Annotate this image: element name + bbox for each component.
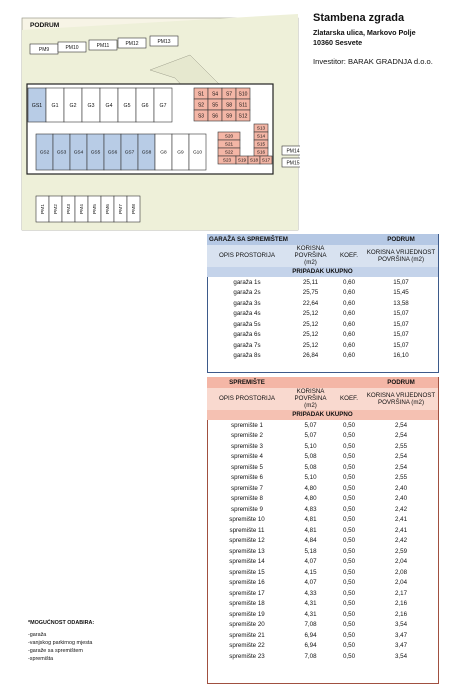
storage-s21-label: S21 [224, 141, 234, 147]
parking-pm2-label: PM2 [54, 204, 60, 214]
storage-cell-koef: 0,50 [342, 589, 356, 597]
garage-cell-koef: 0,60 [342, 278, 356, 286]
storage-table [207, 377, 438, 662]
storage-cell-koef: 0,50 [342, 526, 356, 534]
storage-row [207, 557, 438, 568]
storage-cell-koef: 0,50 [342, 621, 356, 629]
garage-g10-label: G10 [192, 150, 203, 156]
storage-cell-koef: 0,50 [342, 652, 356, 660]
garage-g3-label: G3 [87, 102, 95, 109]
storage-row [207, 525, 438, 536]
garage-g7-label: G7 [159, 102, 167, 109]
storage-s17-label: S17 [261, 157, 271, 163]
storage-s3-label: S3 [197, 113, 205, 120]
garage-col-value: KORISNA VRIJEDNOST POVRŠINA (m2) [364, 245, 438, 267]
storage-cell-value: 2,40 [394, 484, 408, 492]
storage-cell-desc: spremište 22 [229, 642, 265, 650]
storage-cell-value: 2,55 [394, 474, 408, 482]
storage-cell-area: 6,94 [304, 642, 317, 650]
notes-title: *MOGUĆNOST ODABIRA: [28, 620, 95, 626]
garage-cell-koef: 0,60 [342, 289, 356, 297]
storage-row [207, 630, 438, 641]
storage-s12-label: S12 [238, 113, 248, 120]
plan-label: PODRUM [30, 22, 60, 29]
storage-s6-label: S6 [211, 113, 219, 120]
note-item: -garaže sa spremištem [28, 648, 83, 654]
garage-gs5-label: GS5 [90, 150, 101, 156]
storage-row [207, 599, 438, 610]
garage-cell-value: 15,07 [393, 310, 409, 318]
storage-cell-desc: spremište 10 [229, 516, 265, 524]
storage-cell-area: 5,10 [304, 442, 317, 450]
storage-row [207, 504, 438, 515]
storage-cell-value: 2,08 [394, 568, 408, 576]
storage-col-area: KORISNA POVRŠINA (m2) [287, 388, 334, 410]
storage-cell-koef: 0,50 [342, 421, 356, 429]
storage-cell-desc: spremište 9 [231, 505, 263, 513]
garage-cell-desc: garaža 8s [233, 352, 261, 360]
garage-section: PRIPADAK UKUPNO [207, 267, 438, 278]
garage-col-koef: KOEF. [334, 245, 364, 267]
storage-cell-area: 4,84 [304, 537, 317, 545]
storage-cell-area: 4,83 [304, 505, 317, 513]
storage-s22-label: S22 [224, 149, 234, 155]
storage-row [207, 515, 438, 526]
storage-s23-label: S23 [222, 157, 232, 163]
storage-cell-desc: spremište 20 [229, 621, 265, 629]
storage-row [207, 494, 438, 505]
storage-cell-value: 2,41 [394, 516, 408, 524]
storage-cell-koef: 0,50 [342, 642, 356, 650]
storage-cell-area: 7,08 [304, 652, 317, 660]
storage-col-koef: KOEF. [334, 388, 364, 410]
garage-cell-area: 26,84 [302, 352, 319, 360]
storage-table-title: SPREMIŠTE [207, 377, 287, 388]
garage-g2-label: G2 [69, 102, 77, 109]
garage-row [207, 319, 438, 330]
storage-s8-label: S8 [225, 102, 233, 109]
garage-g1-label: G1 [51, 102, 59, 109]
garage-g8-label: G8 [160, 150, 167, 156]
garage-g9-label: G9 [177, 150, 184, 156]
storage-s2-label: S2 [197, 102, 205, 109]
storage-cell-desc: spremište 21 [229, 631, 265, 639]
storage-cell-desc: spremište 8 [231, 495, 263, 503]
storage-cell-area: 4,80 [304, 484, 317, 492]
garage-cell-koef: 0,60 [342, 320, 356, 328]
storage-s5-label: S5 [211, 102, 219, 109]
garage-cell-value: 15,07 [393, 278, 409, 286]
garage-row [207, 340, 438, 351]
storage-cell-area: 4,07 [304, 558, 317, 566]
storage-cell-value: 2,54 [394, 463, 408, 471]
storage-cell-koef: 0,50 [342, 453, 356, 461]
storage-cell-value: 2,54 [394, 421, 408, 429]
garage-cell-value: 15,07 [393, 341, 409, 349]
garage-g4-label: G4 [105, 102, 113, 109]
storage-cell-area: 4,31 [304, 610, 317, 618]
storage-row [207, 578, 438, 589]
storage-row [207, 588, 438, 599]
garage-cell-area: 25,75 [302, 289, 319, 297]
garage-cell-desc: garaža 7s [233, 341, 261, 349]
garage-cell-desc: garaža 5s [233, 320, 261, 328]
storage-cell-value: 2,55 [394, 442, 408, 450]
storage-cell-koef: 0,50 [342, 442, 356, 450]
garage-cell-koef: 0,60 [342, 352, 356, 360]
building-title: Stambena zgrada [313, 12, 405, 24]
storage-cell-desc: spremište 16 [229, 579, 265, 587]
storage-cell-desc: spremište 18 [229, 600, 265, 608]
storage-cell-desc: spremište 1 [231, 421, 263, 429]
storage-cell-value: 3,47 [394, 631, 408, 639]
storage-cell-value: 2,04 [394, 558, 408, 566]
storage-s13-label: S13 [256, 125, 266, 131]
storage-cell-koef: 0,50 [342, 568, 356, 576]
storage-cell-koef: 0,50 [342, 631, 356, 639]
storage-cell-koef: 0,50 [342, 610, 356, 618]
storage-cell-value: 2,54 [394, 432, 408, 440]
parking-pm12-label: PM12 [125, 40, 139, 47]
garage-g6-label: G6 [141, 102, 149, 109]
storage-cell-koef: 0,50 [342, 516, 356, 524]
storage-row [207, 441, 438, 452]
storage-s18-label: S18 [249, 157, 259, 163]
storage-cell-area: 4,81 [304, 526, 317, 534]
storage-cell-area: 4,80 [304, 495, 317, 503]
garage-cell-desc: garaža 2s [233, 289, 261, 297]
storage-cell-desc: spremište 11 [229, 526, 265, 534]
garage-cell-area: 25,11 [302, 278, 319, 286]
storage-cell-koef: 0,50 [342, 474, 356, 482]
storage-row [207, 431, 438, 442]
storage-s11-label: S11 [238, 102, 248, 109]
storage-cell-area: 5,07 [304, 432, 317, 440]
storage-cell-koef: 0,50 [342, 463, 356, 471]
garage-gs3-label: GS3 [56, 150, 67, 156]
storage-row [207, 420, 438, 431]
address-line-1: Zlatarska ulica, Markovo Polje [313, 28, 416, 37]
parking-pm11-label: PM11 [96, 42, 110, 49]
note-item: -garaža [28, 632, 47, 638]
storage-cell-value: 2,40 [394, 495, 408, 503]
garage-cell-value: 16,10 [393, 352, 409, 360]
garage-cell-value: 13,58 [393, 299, 409, 307]
storage-cell-desc: spremište 5 [231, 463, 263, 471]
storage-row [207, 651, 438, 662]
storage-s16-label: S16 [256, 149, 266, 155]
storage-cell-desc: spremište 19 [229, 610, 265, 618]
storage-cell-value: 2,42 [394, 537, 408, 545]
garage-row [207, 330, 438, 341]
storage-cell-desc: spremište 2 [231, 432, 263, 440]
garage-cell-value: 15,45 [393, 289, 409, 297]
note-item: -vanjskog parkirnog mjesta [28, 640, 93, 646]
storage-cell-koef: 0,50 [342, 558, 356, 566]
parking-pm3-label: PM3 [67, 204, 73, 214]
storage-cell-koef: 0,50 [342, 547, 356, 555]
storage-row [207, 473, 438, 484]
storage-cell-koef: 0,50 [342, 484, 356, 492]
storage-cell-area: 7,08 [304, 621, 317, 629]
storage-cell-area: 5,10 [304, 474, 317, 482]
storage-row [207, 620, 438, 631]
storage-s4-label: S4 [211, 91, 219, 98]
garage-gs8-label: GS8 [141, 150, 152, 156]
storage-cell-area: 4,15 [304, 568, 317, 576]
storage-s20-label: S20 [224, 133, 234, 139]
floor-plan [0, 0, 300, 232]
garage-col-desc: OPIS PROSTORIJA [207, 245, 287, 267]
garage-row [207, 351, 438, 362]
garage-gs1-label: GS1 [31, 102, 43, 109]
parking-pm13-label: PM13 [157, 38, 171, 45]
garage-row [207, 309, 438, 320]
storage-row [207, 452, 438, 463]
parking-pm8-label: PM8 [132, 204, 138, 214]
storage-cell-value: 3,54 [394, 652, 408, 660]
storage-cell-desc: spremište 23 [229, 652, 265, 660]
parking-pm1-label: PM1 [41, 204, 47, 214]
storage-row [207, 641, 438, 652]
storage-cell-value: 2,54 [394, 453, 408, 461]
storage-row [207, 546, 438, 557]
storage-cell-area: 4,07 [304, 579, 317, 587]
garage-cell-koef: 0,60 [342, 331, 356, 339]
garage-cell-desc: garaža 1s [233, 278, 261, 286]
storage-s15-label: S15 [256, 141, 266, 147]
storage-cell-value: 2,42 [394, 505, 408, 513]
storage-row [207, 567, 438, 578]
storage-s1-label: S1 [197, 91, 205, 98]
note-item: -spremišta [28, 656, 54, 662]
storage-cell-area: 4,81 [304, 516, 317, 524]
investor-line: Investitor: BARAK GRADNJA d.o.o. [313, 57, 433, 66]
garage-cell-area: 25,12 [302, 341, 319, 349]
storage-cell-area: 4,31 [304, 600, 317, 608]
address-line-2: 10360 Sesvete [313, 38, 363, 47]
storage-cell-area: 6,94 [304, 631, 317, 639]
garage-cell-area: 22,64 [302, 299, 319, 307]
garage-cell-value: 15,07 [393, 331, 409, 339]
storage-table-level: PODRUM [364, 377, 438, 388]
parking-pm14-label: PM14 [286, 148, 300, 155]
storage-cell-value: 3,47 [394, 642, 408, 650]
storage-row [207, 462, 438, 473]
storage-row [207, 483, 438, 494]
storage-cell-koef: 0,50 [342, 432, 356, 440]
garage-cell-area: 25,12 [302, 320, 319, 328]
garage-row [207, 288, 438, 299]
storage-cell-koef: 0,50 [342, 600, 356, 608]
garage-cell-koef: 0,60 [342, 310, 356, 318]
garage-table-level: PODRUM [364, 234, 438, 245]
storage-cell-desc: spremište 3 [231, 442, 263, 450]
storage-cell-desc: spremište 7 [231, 484, 263, 492]
storage-cell-area: 5,08 [304, 453, 317, 461]
garage-cell-value: 15,07 [393, 320, 409, 328]
storage-s14-label: S14 [256, 133, 266, 139]
storage-cell-desc: spremište 17 [229, 589, 265, 597]
garage-gs4-label: GS4 [73, 150, 84, 156]
storage-s19-label: S19 [237, 157, 247, 163]
garage-cell-desc: garaža 4s [233, 310, 261, 318]
storage-cell-value: 2,04 [394, 579, 408, 587]
storage-s9-label: S9 [225, 113, 233, 120]
storage-col-desc: OPIS PROSTORIJA [207, 388, 287, 410]
garage-cell-koef: 0,60 [342, 341, 356, 349]
storage-cell-koef: 0,50 [342, 537, 356, 545]
garage-cell-desc: garaža 3s [233, 299, 261, 307]
storage-cell-koef: 0,50 [342, 505, 356, 513]
parking-pm7-label: PM7 [119, 204, 125, 214]
storage-cell-value: 2,17 [394, 589, 408, 597]
garage-g5-label: G5 [123, 102, 131, 109]
garage-gs2-label: GS2 [39, 150, 50, 156]
storage-section: PRIPADAK UKUPNO [207, 410, 438, 421]
storage-cell-desc: spremište 15 [229, 568, 265, 576]
storage-cell-value: 2,16 [394, 610, 408, 618]
storage-col-value: KORISNA VRIJEDNOST POVRŠINA (m2) [364, 388, 438, 410]
garage-gs6-label: GS6 [107, 150, 118, 156]
storage-cell-desc: spremište 6 [231, 474, 263, 482]
garage-col-area: KORISNA POVRŠINA (m2) [287, 245, 334, 267]
storage-cell-desc: spremište 14 [229, 558, 265, 566]
garage-table-title: GARAŽA SA SPREMIŠTEM [209, 235, 288, 243]
garage-row [207, 298, 438, 309]
storage-cell-area: 5,07 [304, 421, 317, 429]
garage-cell-desc: garaža 6s [233, 331, 261, 339]
storage-cell-koef: 0,50 [342, 495, 356, 503]
storage-s7-label: S7 [225, 91, 233, 98]
storage-cell-value: 2,59 [394, 547, 408, 555]
parking-pm9-label: PM9 [38, 46, 50, 53]
storage-cell-value: 3,54 [394, 621, 408, 629]
storage-cell-area: 5,08 [304, 463, 317, 471]
storage-cell-area: 4,33 [304, 589, 317, 597]
parking-pm15-label: PM15 [286, 160, 300, 167]
garage-table [207, 234, 438, 361]
storage-cell-desc: spremište 12 [229, 537, 265, 545]
storage-cell-desc: spremište 13 [229, 547, 265, 555]
storage-cell-area: 5,18 [304, 547, 317, 555]
parking-pm4-label: PM4 [80, 204, 86, 214]
storage-cell-value: 2,16 [394, 600, 408, 608]
storage-s10-label: S10 [238, 91, 248, 98]
storage-row [207, 609, 438, 620]
garage-row [207, 277, 438, 288]
storage-cell-desc: spremište 4 [231, 453, 263, 461]
parking-pm6-label: PM6 [106, 204, 112, 214]
storage-row [207, 536, 438, 547]
garage-cell-area: 25,12 [302, 310, 319, 318]
garage-cell-area: 25,12 [302, 331, 319, 339]
garage-cell-koef: 0,60 [342, 299, 356, 307]
parking-pm10-label: PM10 [65, 44, 79, 51]
parking-pm5-label: PM5 [93, 204, 99, 214]
storage-cell-koef: 0,50 [342, 579, 356, 587]
storage-cell-value: 2,41 [394, 526, 408, 534]
garage-gs7-label: GS7 [124, 150, 135, 156]
